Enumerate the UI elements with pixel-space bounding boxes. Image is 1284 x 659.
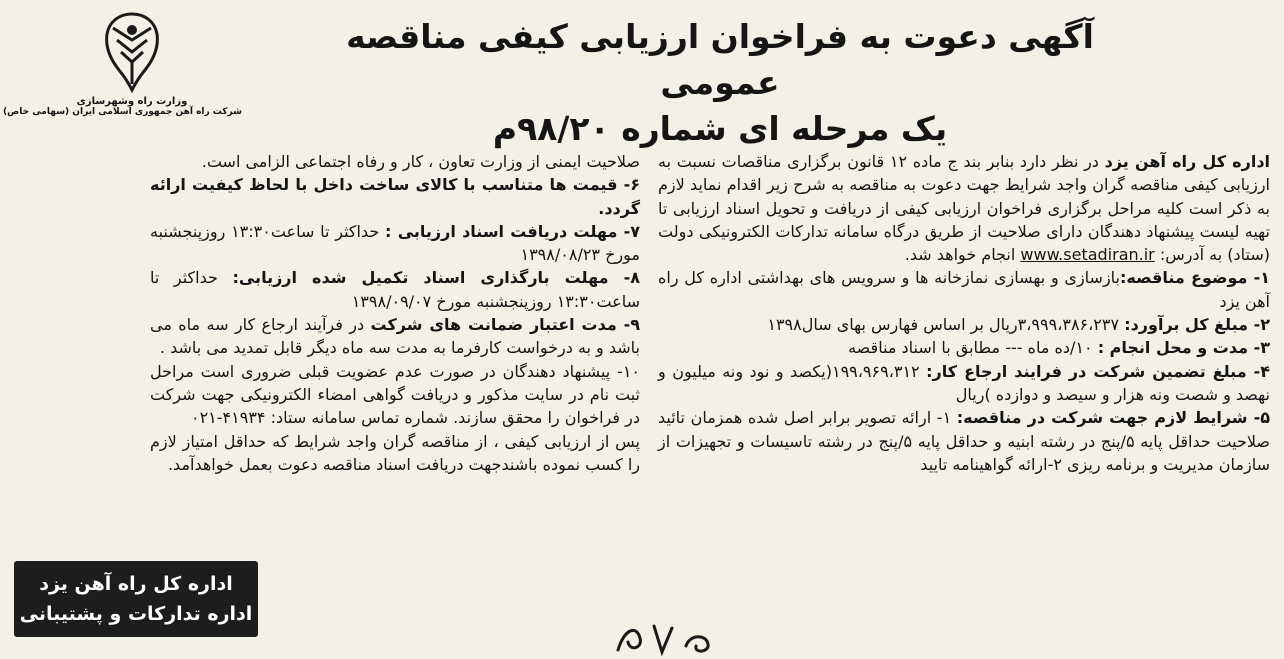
item-1-label: ۱- موضوع مناقصه:	[1120, 268, 1270, 288]
item-9	[150, 313, 640, 360]
item-6-label: ۶- قیمت ها متناسب با کالای ساخت داخل با لحاظ کیفیت ارائه گردد.	[150, 175, 640, 218]
closing-paragraph: پس از ارزیابی کیفی ، از مناقصه گران واجد شرایط که حداقل امتیاز لازم را کسب نموده باشندجهت دریافت اسناد مناقصه دعوت بعمل خواهدآمد.	[150, 431, 640, 474]
left-column	[150, 150, 640, 476]
item-9-label: ۹- مدت اعتبار ضمانت های شرکت	[370, 315, 641, 335]
item-8	[150, 266, 640, 313]
item-4-text: ۱۹۹،۹۶۹،۳۱۲(یکصد و نود ونه میلیون و نهصد و شصت ونه هزار و سیصد و دوازده )ریال	[658, 361, 1270, 404]
intro-org: اداره کل راه آهن یزد	[1104, 152, 1271, 171]
item-10: ۱۰- پیشنهاد دهندگان در صورت عدم عضویت قبلی ضروری است مراحل ثبت نام در سایت مذکور و دریافت گواهی امضاء الکترونیکی جهت شرکت در فراخوان را محقق سازند. شماره تماس سامانه ستاد: ۴۱۹۳۴-۰۲۱	[150, 361, 640, 428]
item-5-continued: صلاحیت ایمنی از وزارت تعاون ، کار و رفاه اجتماعی الزامی است.	[201, 152, 640, 171]
item-8-text: حداکثر تا ساعت۱۳:۳۰ روزپنجشنبه مورخ ۱۳۹۸/۰۹/۰۷	[150, 268, 640, 311]
intro-text: در نظر دارد بنابر بند ج ماده ۱۲ قانون برگزاری مناقصات نسبت به ارزیابی کیفی مناقصه گران واجد شرایط جهت دعوت به مناقصه به شرح زیر اقدام نماید لازم به ذکر است کلیه مراحل برگزاری فراخوان ارزیابی کیفی از دریافت و تحویل اسناد ارزیابی تا تهیه لیست پیشنهاد دهندگان دارای صلاحیت از طریق درگاه سامانه تدارکات الکترونیکی دولت (ستاد) به آدرس:	[658, 152, 1270, 265]
item-5-text: ۱- ارائه تصویر برابر اصل شده همزمان تائید صلاحیت حداقل پایه ۵/پنج در رشته ابنیه و حداقل پایه ۵/پنج در رشته تاسیسات و تجهیزات از سازمان مدیریت و برنامه ریزی ۲-ارائه گواهینامه تایید	[658, 408, 1270, 474]
item-5-label: ۵- شرایط لازم جهت شرکت در مناقصه:	[956, 408, 1271, 428]
item-4-label: ۴- مبلغ تضمین شرکت در فرایند ارجاع کار:	[926, 361, 1271, 381]
website-link[interactable]: www.setadiran.ir	[1020, 245, 1155, 265]
company-name: شرکت راه آهن جمهوری اسلامی ایران (سهامی خاص)	[2, 107, 242, 117]
right-column	[658, 150, 1270, 476]
item-7-label: ۷- مهلت دریافت اسناد ارزیابی :	[385, 221, 641, 241]
item-7-text: حداکثر تا ساعت۱۳:۳۰ روزپنجشنبه مورخ ۱۳۹۸/۰۸/۲۳	[150, 221, 640, 265]
item-5	[658, 406, 1270, 476]
item-4	[658, 360, 1270, 407]
intro-end: انجام خواهد شد.	[904, 245, 1021, 265]
item-3-text: ۱۰/ده ماه --- مطابق با اسناد مناقصه	[848, 338, 1098, 358]
item-9-text: در فرآیند ارجاع کار سه ماه می باشد و به درخواست کارفرما به مدت سه ماه دیگر قابل تمدید می باشد .	[150, 315, 640, 358]
item-3-label: ۳- مدت و محل انجام :	[1097, 338, 1270, 358]
organization-logo-block	[2, 10, 242, 140]
item-1-text: بازسازی و بهسازی نمازخانه ها و سرویس های بهداشتی اداره کل راه آهن یزد	[658, 268, 1270, 311]
issuer-line-2: اداره تدارکات و پشتیبانی	[19, 603, 253, 625]
item-2	[658, 313, 1270, 336]
issuer-signature-box	[14, 561, 258, 637]
issuer-line-1: اداره کل راه آهن یزد	[39, 573, 233, 595]
intro-paragraph	[658, 150, 1270, 266]
ministry-name: وزارت راه وشهرسازی	[76, 96, 188, 107]
railway-emblem-icon	[97, 10, 167, 94]
item-2-text: ۳،۹۹۹،۳۸۶،۲۳۷ریال بر اساس فهارس بهای سال۱۳۹۸	[767, 315, 1125, 335]
notice-title	[300, 14, 1140, 152]
item-7	[150, 220, 640, 267]
item-1	[658, 266, 1270, 313]
item-2-label: ۲- مبلغ کل برآورد:	[1124, 315, 1270, 335]
title-line-2: یک مرحله ای شماره ۹۸/۲۰م	[492, 109, 948, 148]
handwritten-mark-icon	[610, 612, 730, 656]
item-6	[150, 173, 640, 220]
title-line-1: آگهی دعوت به فراخوان ارزیابی کیفی مناقصه عمومی	[346, 17, 1094, 102]
item-8-label: ۸- مهلت بارگذاری اسناد تکمیل شده ارزیابی:	[232, 268, 640, 288]
item-3	[658, 336, 1270, 359]
